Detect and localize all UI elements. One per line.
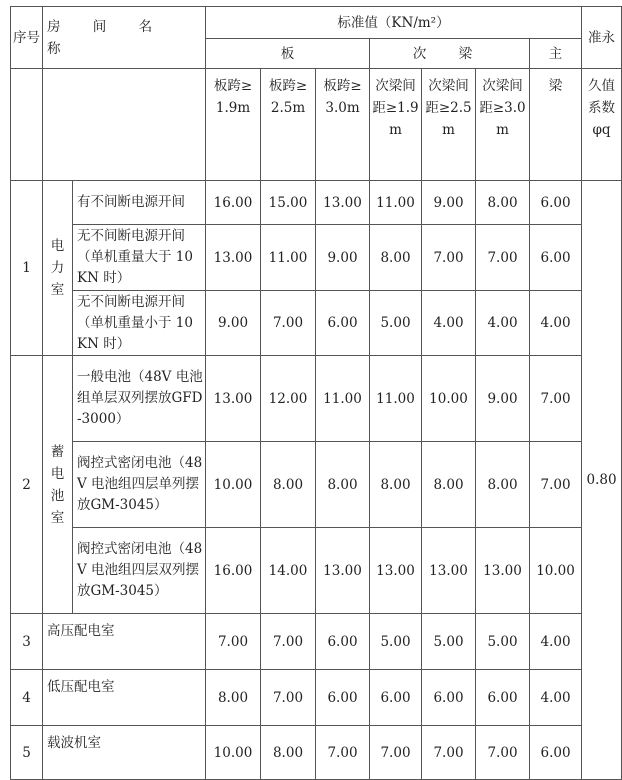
table-row (11, 291, 622, 356)
table-row (11, 356, 622, 442)
cell-value: 9.00 (316, 225, 370, 291)
cell-value: 8.00 (422, 442, 476, 528)
cell-value: 6.00 (530, 726, 582, 780)
cell-value: 8.00 (316, 442, 370, 528)
table-row (11, 181, 622, 225)
cell-value: 6.00 (530, 225, 582, 291)
header-slab: 板 (206, 39, 370, 69)
cell-value: 8.00 (261, 726, 316, 780)
cell-value: 12.00 (261, 356, 316, 442)
cell-value: 16.00 (206, 528, 261, 614)
header-row-3 (11, 69, 622, 181)
header-standard-value: 标准值（KN/m²） (206, 7, 582, 39)
header-main-beam: 梁 (530, 69, 582, 181)
cell-value: 15.00 (261, 181, 316, 225)
cell-value: 7.00 (422, 225, 476, 291)
cell-value: 5.00 (370, 291, 422, 356)
cell-value: 10.00 (422, 356, 476, 442)
cell-value: 5.00 (370, 614, 422, 670)
cell-value: 7.00 (370, 726, 422, 780)
cell-value: 6.00 (422, 670, 476, 726)
cell-value: 10.00 (206, 442, 261, 528)
cell-value: 11.00 (261, 225, 316, 291)
header-sub-col: 板跨≥2.5m (261, 69, 316, 181)
row-name: 无不间断电源开间（单机重量小于 10KN 时） (73, 291, 206, 356)
header-sub-col: 板跨≥1.9m (206, 69, 261, 181)
row-no: 5 (11, 726, 43, 780)
cell-value: 9.00 (206, 291, 261, 356)
header-sub-col: 次梁间距≥3.0m (476, 69, 530, 181)
table-row (11, 225, 622, 291)
row-name: 一般电池（48V 电池组单层双列摆放GFD-3000） (73, 356, 206, 442)
cell-value: 7.00 (261, 614, 316, 670)
header-sub-col: 次梁间距≥2.5m (422, 69, 476, 181)
row-no: 3 (11, 614, 43, 670)
permanent-coefficient: 0.80 (582, 181, 622, 780)
cell-value: 8.00 (370, 442, 422, 528)
group-no: 2 (11, 356, 43, 614)
row-name: 载波机室 (43, 726, 206, 780)
cell-value: 14.00 (261, 528, 316, 614)
table-row (11, 614, 622, 670)
cell-value: 7.00 (530, 356, 582, 442)
cell-value: 13.00 (316, 528, 370, 614)
cell-value: 4.00 (476, 291, 530, 356)
cell-value: 8.00 (261, 442, 316, 528)
cell-value: 5.00 (422, 614, 476, 670)
row-name: 阀控式密闭电池（48V 电池组四层单列摆放GM-3045） (73, 442, 206, 528)
group-name: 蓄电池室 (43, 356, 73, 614)
header-perm-coef: 久值系数φq (582, 69, 622, 181)
load-standard-table (10, 6, 622, 780)
cell-value: 8.00 (476, 442, 530, 528)
cell-value: 6.00 (316, 670, 370, 726)
table-row (11, 442, 622, 528)
cell-value: 10.00 (530, 528, 582, 614)
row-name: 有不间断电源开间 (73, 181, 206, 225)
cell-value: 7.00 (530, 442, 582, 528)
cell-value: 8.00 (206, 670, 261, 726)
cell-value: 4.00 (530, 291, 582, 356)
cell-value: 13.00 (476, 528, 530, 614)
cell-value: 4.00 (530, 670, 582, 726)
header-row-1 (11, 7, 622, 39)
cell-value: 6.00 (316, 291, 370, 356)
header-seq: 序号 (11, 7, 43, 69)
header-main: 主 (530, 39, 582, 69)
cell-value: 4.00 (530, 614, 582, 670)
cell-value: 9.00 (476, 356, 530, 442)
cell-value: 8.00 (370, 225, 422, 291)
header-blank-seq (11, 69, 43, 181)
row-name: 低压配电室 (43, 670, 206, 726)
cell-value: 11.00 (370, 356, 422, 442)
cell-value: 6.00 (316, 614, 370, 670)
cell-value: 7.00 (206, 614, 261, 670)
cell-value: 10.00 (206, 726, 261, 780)
cell-value: 5.00 (476, 614, 530, 670)
cell-value: 16.00 (206, 181, 261, 225)
header-sub-col: 板跨≥3.0m (316, 69, 370, 181)
header-sub-col: 次梁间距≥1.9m (370, 69, 422, 181)
cell-value: 13.00 (316, 181, 370, 225)
cell-value: 11.00 (370, 181, 422, 225)
table-row (11, 670, 622, 726)
group-name: 电力室 (43, 181, 73, 356)
cell-value: 6.00 (476, 670, 530, 726)
header-secondary-beam: 次 梁 (370, 39, 530, 69)
cell-value: 7.00 (261, 291, 316, 356)
cell-value: 13.00 (422, 528, 476, 614)
cell-value: 6.00 (370, 670, 422, 726)
table-row (11, 528, 622, 614)
cell-value: 7.00 (476, 726, 530, 780)
cell-value: 7.00 (422, 726, 476, 780)
table-row (11, 726, 622, 780)
header-perm-top: 准永 (582, 7, 622, 69)
cell-value: 13.00 (206, 225, 261, 291)
cell-value: 4.00 (422, 291, 476, 356)
header-blank-name (43, 69, 206, 181)
cell-value: 7.00 (476, 225, 530, 291)
cell-value: 9.00 (422, 181, 476, 225)
header-room-name: 房 间 名 称 (43, 7, 206, 69)
group-no: 1 (11, 181, 43, 356)
row-no: 4 (11, 670, 43, 726)
row-name: 无不间断电源开间（单机重量大于 10KN 时） (73, 225, 206, 291)
cell-value: 8.00 (476, 181, 530, 225)
cell-value: 7.00 (316, 726, 370, 780)
row-name: 阀控式密闭电池（48V 电池组四层双列摆放GM-3045） (73, 528, 206, 614)
cell-value: 6.00 (530, 181, 582, 225)
cell-value: 13.00 (370, 528, 422, 614)
cell-value: 13.00 (206, 356, 261, 442)
cell-value: 11.00 (316, 356, 370, 442)
row-name: 高压配电室 (43, 614, 206, 670)
cell-value: 7.00 (261, 670, 316, 726)
